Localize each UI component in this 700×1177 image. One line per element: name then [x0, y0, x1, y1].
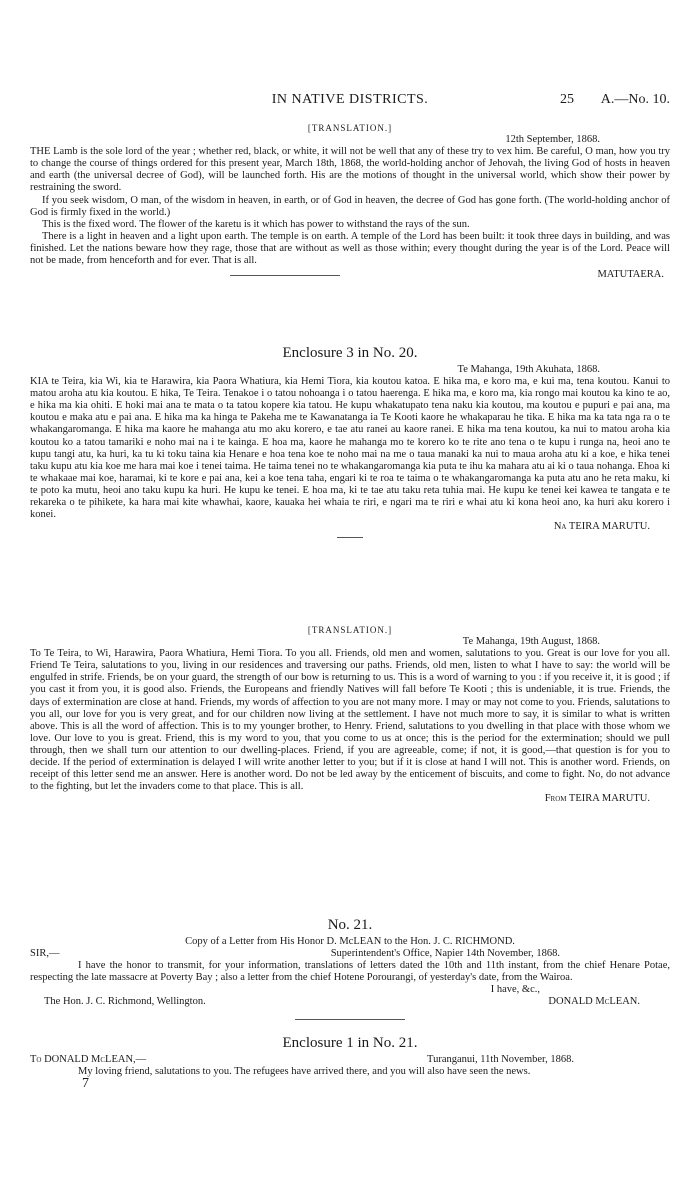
paragraph: To Te Teira, to Wi, Harawira, Paora Whatiura, Hemi Tiora. To you all. Friends, old men and women, salutations to you. Great is our love for you all. Friend Te Teira, salutations to you, living in our residences and traversing our paths. Friends, old men, listen to what I have to say: the world will be engulfed in strife. Friends, be on your guard, the strength of our bow is returning to us. This is a word of warning to you : if you receive it, it is good ; if you cast it from you, it is good also. Friends, the Europeans and friendly Natives will fall before Te Kooti ; this is undeniable, it is true. Friends, the days of extermination are close at hand. Friends, my words of affection to you are not many more. I may or may not come to you. Friends, salutations to you all, our love for you is very great, and for our children now living at the settlement. I have not much more to say, it is similar to what is written above. This is all the word of affection. This is to my younger brother, to Henry. Friend, salutations to you dwelling in that place with those whom we love. Our love to you is great. Friend, this is my word to you, that you come to us at once; this is the period for the extermination; should we pull through, then we shall turn our attention to our dwelling-places. Friend, if you are agreeable, come; if not, it is good,—that question is for you to decide. If the period of extermination is delayed I will write another letter to you; but if it is close at hand I will not. This is another word. Friends, on receipt of this letter send me an answer. Here is another word. Do not be led away by the enticement of biscuits, and come to fight. No, do not advance to the fighting, but let the invaders come to that place. This is all. [30, 648, 670, 793]
addressee: The Hon. J. C. Richmond, Wellington. [44, 996, 206, 1008]
location-date: Turanganui, 11th November, 1868. [427, 1054, 574, 1065]
translation-section-1 [30, 122, 670, 281]
no-21-section [30, 910, 670, 1024]
paper-reference: A.—No. 10. [600, 92, 670, 107]
section-divider [230, 275, 340, 276]
paragraph: This is the fixed word. The flower of the karetu is it which has power to withstand the rays of the sun. [42, 218, 470, 230]
copy-line: Copy of a Letter from His Honor D. McLEAN to the Hon. J. C. RICHMOND. [185, 936, 515, 947]
letter-date: Te Mahanga, 19th August, 1868. [462, 636, 600, 648]
salutation: SIR,— [30, 948, 60, 960]
letter-date: 12th September, 1868. [505, 134, 600, 146]
paragraph: There is a light in heaven and a light upon earth. The temple is on earth. A temple of the Lord has been built: it took three days in building, and was finished. Let the nations beware how they rage, those that are without as well as those within; every thought during the year is of the Lord. Peace will not be made, from henceforth and for ever. That is all. [30, 230, 670, 267]
enclosure-heading: Enclosure 3 in No. 20. [282, 345, 418, 361]
closing: I have, &c., [490, 984, 540, 996]
signature-mark: 7 [82, 1076, 89, 1092]
document-number-heading: No. 21. [327, 917, 373, 933]
translation-label: [TRANSLATION.] [307, 123, 393, 133]
signature: From TEIRA MARUTU. [544, 793, 650, 805]
letter-date: Te Mahanga, 19th Akuhata, 1868. [457, 364, 600, 375]
translation-section-2 [30, 624, 670, 805]
section-divider [295, 1019, 405, 1020]
signature: Na TEIRA MARUTU. [553, 521, 650, 533]
location-date: Superintendent's Office, Napier 14th November, 1868. [330, 948, 560, 960]
paragraph: THE Lamb is the sole lord of the year ; whether red, black, or white, it will not be well that any of these try to vex him. Be careful, O man, how you try to change the course of things ordered for this present year, March 18th, 1868, the world-holding anchor of Jehovah, the living God of hosts in heaven and earth (the universal decree of God), will be launched forth. His are the motions of thought in the universal world, which show their power by restraining the sword. [30, 146, 670, 194]
recipient: To DONALD McLEAN,— [30, 1054, 147, 1065]
enclosure-heading: Enclosure 1 in No. 21. [282, 1035, 418, 1051]
enclosure-1-section [30, 1030, 670, 1090]
paragraph: KIA te Teira, kia Wi, kia te Harawira, kia Paora Whatiura, kia Hemi Tiora, kia koutou katoa. E hika ma, e koro ma, e kui ma, tena koutou. Kanui to matou aroha atu kia koutou. E hika, Te Teira. Tenakoe i o tatou nohoanga i o tatou haerenga. E hika ma, e koro ma, kia rongo mai koutou ka kino te ao, e hika ma kia ohiti. E hoki mai ana te mata o ta tatou kopere kia tatou. He kupu whakatupato tena naku kia koutou, ma koutou e pupuri e pai ana, ma koutou e maka atu e pai ana. E hika ma ka hinga te Pakeha me te Kawanatanga ia Te Kooti kaore he whakaparau he tika. E hika ma ka tata nga ra o te whakangaromanga. E hika ma kaore he mahanga atu mo aku korero, e tae atu ranei au kaore ranei. E hika ma tena koutou, ka nui to matou aroha kia koutou ko a tatou tamariki e noho mai na i te kainga. E hoa ma, kaore he mahanga mo te korero ko te rite ano tena o te kupu i runga na, heoi ano te kupu tangi atu, ka huri, ka tu ki toku taina kia Henare e hoa tena koe te noho mai na me o taua manaki ka nui to maua aroha atu ki a koe, e hika tenei taku kupu atu kia koe me hara mai koe i tenei taima. He taima tenei no te whakangaromanga kia puta te ihu ka mahara atu ai ki o taua nohanga. Ehoa ki te whakaae mai koe, haramai, ki te kore e pai ana, kei a koe tena taha, engari ki te roa te taima o te whakangaromanga ka puta atu ano he reta maku, ki te poto ka mutu, heoi ano taku kupu ka huri. He kupu ke tenei. E hoa ma, ki te tae atu taku reta tuhia mai. He kupu ke tenei kei kawea te tangata e te rekareka o te pihikete, ka hara mai kite whawhai, kaore, kauaka hei whaia te riri, e ngari ma te riri e whai atu ki kona heoi ano, ka huri aku korero i konei. [30, 376, 670, 521]
signature: MATUTAERA. [597, 269, 664, 281]
section-divider [337, 537, 363, 538]
paragraph: My loving friend, salutations to you. The refugees have arrived there, and you will also have seen the news. [78, 1066, 531, 1078]
paragraph: If you seek wisdom, O man, of the wisdom in heaven, in earth, or of God in heaven, the decree of God has gone forth. (The world-holding anchor of God is firmly fixed in the world.) [30, 194, 670, 218]
page-number: 25 [560, 92, 574, 107]
page-header [30, 94, 670, 110]
translation-label: [TRANSLATION.] [307, 625, 393, 635]
paragraph: I have the honor to transmit, for your information, translations of letters dated the 10th and 11th instant, from the chief Henare Potae, respecting the late massacre at Poverty Bay ; also a letter from the chief Hotene Porourangi, of yesterday's date, from the Wairoa. [30, 960, 670, 984]
running-title: IN NATIVE DISTRICTS. [271, 92, 429, 107]
enclosure-3-section [30, 340, 670, 542]
signature: DONALD McLEAN. [548, 996, 640, 1008]
